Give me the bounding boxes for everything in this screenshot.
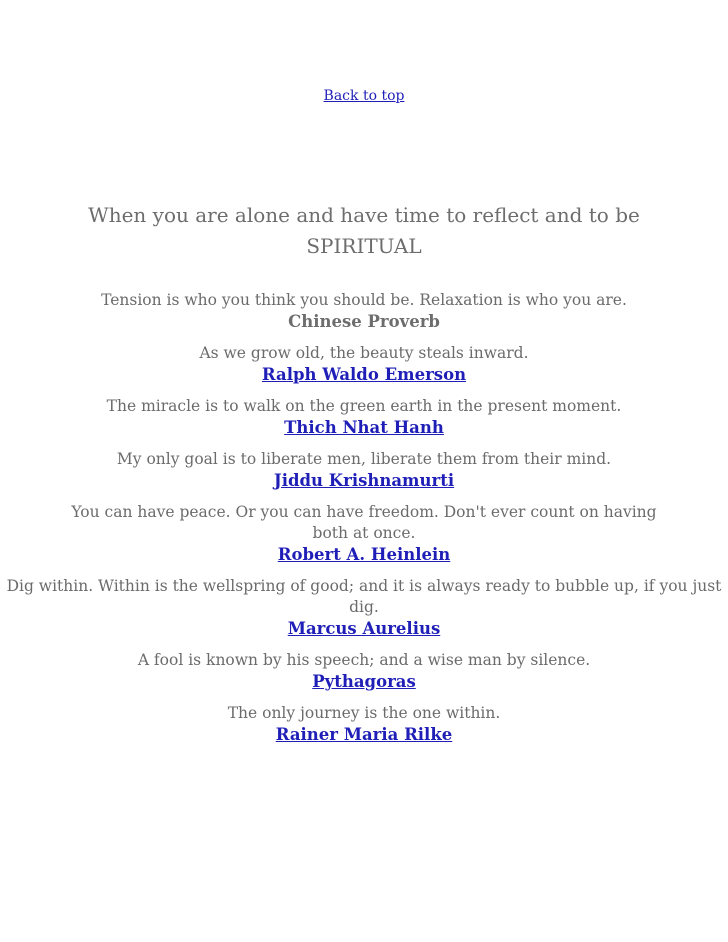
quote-text: As we grow old, the beauty steals inward. bbox=[199, 344, 529, 362]
quote-list bbox=[0, 290, 728, 756]
author-link[interactable]: Thich Nhat Hanh bbox=[284, 418, 444, 437]
author-link[interactable]: Jiddu Krishnamurti bbox=[273, 471, 455, 490]
quote-author bbox=[0, 724, 728, 746]
back-to-top-link[interactable]: Back to top bbox=[323, 88, 405, 104]
quote-text: The only journey is the one within. bbox=[227, 704, 501, 722]
quote-text: Dig within. Within is the wellspring of good; and it is always ready to bubble up, if you just dig. bbox=[6, 577, 722, 616]
back-to-top-container bbox=[0, 86, 728, 106]
quote-author bbox=[0, 671, 728, 693]
author-link[interactable]: Marcus Aurelius bbox=[287, 619, 441, 638]
quote-author bbox=[0, 618, 728, 640]
author-link[interactable]: Rainer Maria Rilke bbox=[275, 725, 453, 744]
quote-author bbox=[0, 364, 728, 386]
quote-author: Chinese Proverb bbox=[288, 312, 440, 331]
quote-author bbox=[0, 470, 728, 492]
quote-text: The miracle is to walk on the green earth in the present moment. bbox=[106, 397, 622, 415]
quote-author bbox=[0, 417, 728, 439]
quote-text: A fool is known by his speech; and a wise man by silence. bbox=[137, 651, 591, 669]
author-link[interactable]: Robert A. Heinlein bbox=[277, 545, 451, 564]
quote-author bbox=[0, 544, 728, 566]
quote-text: You can have peace. Or you can have freedom. Don't ever count on having both at once. bbox=[71, 503, 657, 542]
quote-text: My only goal is to liberate men, liberate them from their mind. bbox=[116, 450, 612, 468]
author-link[interactable]: Pythagoras bbox=[312, 672, 416, 691]
author-link[interactable]: Ralph Waldo Emerson bbox=[261, 365, 467, 384]
quote-text: Tension is who you think you should be. Relaxation is who you are. bbox=[101, 291, 627, 309]
section-heading: When you are alone and have time to reflect and to be SPIRITUAL bbox=[88, 203, 640, 258]
